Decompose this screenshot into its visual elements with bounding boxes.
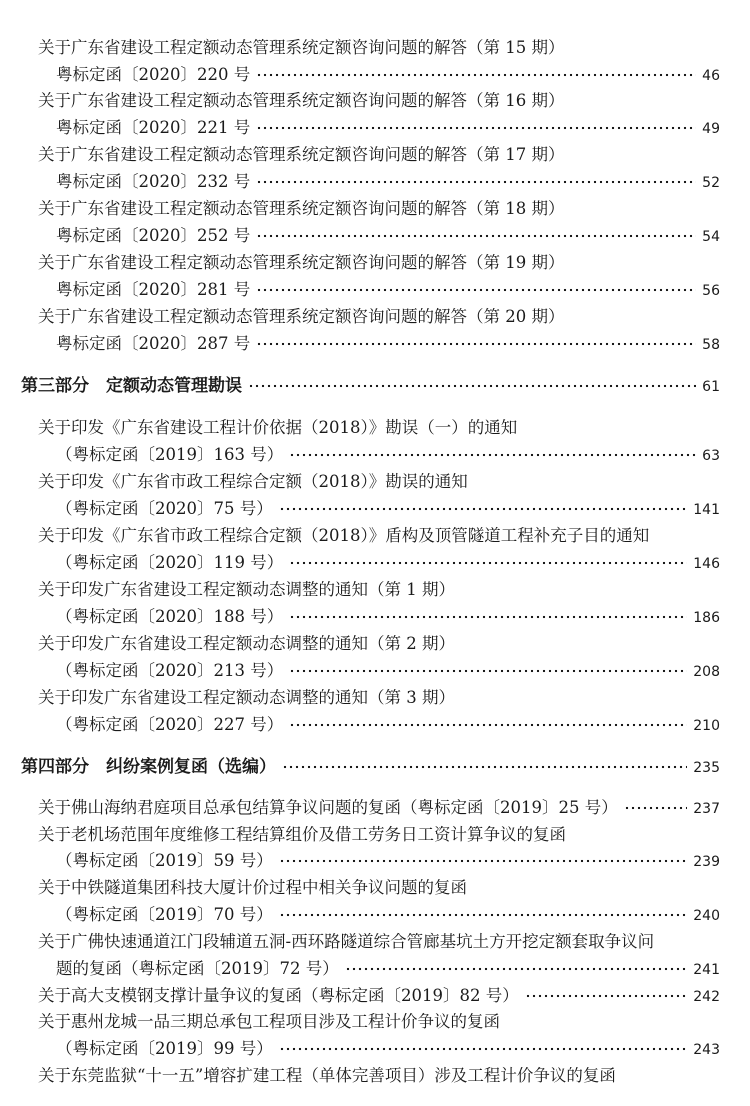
dot-leader [256, 180, 696, 184]
page-number: 241 [693, 962, 720, 978]
toc-entry [38, 875, 720, 901]
toc-entry-title: 关于广东省建设工程定额动态管理系统定额咨询问题的解答（第 18 期） [38, 199, 565, 218]
toc-entry [38, 415, 720, 441]
toc-entry-title: 关于印发广东省建设工程定额动态调整的通知（第 1 期） [38, 580, 455, 599]
toc-entry [38, 983, 720, 1009]
toc-entry [56, 223, 720, 249]
dot-leader [282, 765, 687, 769]
dot-leader [256, 234, 696, 238]
toc-entry-title: 关于广佛快速通道江门段辅道五洞-西环路隧道综合管廊基坑土方开挖定额套取争议问 [38, 932, 655, 951]
page-number: 49 [702, 121, 720, 137]
toc-entry [56, 62, 720, 88]
toc-entry-title: 粤标定函〔2020〕281 号 [56, 280, 251, 299]
toc-entry [38, 304, 720, 330]
dot-leader [289, 615, 687, 619]
toc-entry-title: 粤标定函〔2020〕220 号 [56, 65, 251, 84]
toc-entry-title: 关于广东省建设工程定额动态管理系统定额咨询问题的解答（第 17 期） [38, 145, 565, 164]
dot-leader [289, 669, 687, 673]
page-number: 63 [702, 448, 720, 464]
page-number: 243 [693, 1042, 720, 1058]
dot-leader [289, 723, 687, 727]
dot-leader [256, 73, 696, 77]
toc-entry [38, 88, 720, 114]
toc-entry [38, 142, 720, 168]
toc-entry-title: 关于印发《广东省建设工程计价依据（2018）》勘误（一）的通知 [38, 418, 518, 437]
dot-leader [345, 967, 688, 971]
toc-entry [56, 1036, 720, 1062]
page-number: 61 [702, 379, 720, 395]
toc-entry-title: 关于惠州龙城一品三期总承包工程项目涉及工程计价争议的复函 [38, 1012, 500, 1031]
page-number: 210 [693, 718, 720, 734]
dot-leader [279, 859, 688, 863]
toc-entry [56, 956, 720, 982]
toc-entry [56, 115, 720, 141]
page-number: 146 [693, 556, 720, 572]
toc-entry [38, 250, 720, 276]
toc-entry [38, 795, 720, 821]
toc-entry [38, 1009, 720, 1035]
toc-entry [56, 902, 720, 928]
toc-entry-title: 第四部分 纠纷案例复函（选编） [21, 757, 276, 777]
toc-entry-title: 关于高大支模钢支撑计量争议的复函（粤标定函〔2019〕82 号） [38, 986, 519, 1005]
toc-entry [56, 604, 720, 630]
toc-entry [38, 469, 720, 495]
toc-entry [56, 848, 720, 874]
toc-entry-title: 关于印发广东省建设工程定额动态调整的通知（第 3 期） [38, 688, 455, 707]
toc-entry-title: （粤标定函〔2019〕99 号） [56, 1039, 273, 1058]
toc-entry-title: （粤标定函〔2019〕163 号） [56, 445, 284, 464]
toc-entry [38, 1063, 720, 1089]
page-number: 242 [693, 989, 720, 1005]
toc-entry-title: 粤标定函〔2020〕287 号 [56, 334, 251, 353]
toc-entry [56, 442, 720, 468]
toc-entry-title: （粤标定函〔2020〕75 号） [56, 499, 273, 518]
page-number: 54 [702, 229, 720, 245]
toc-entry-title: 第三部分 定额动态管理勘误 [21, 376, 242, 396]
toc-entry [56, 658, 720, 684]
toc-entry-title: 题的复函（粤标定函〔2019〕72 号） [56, 959, 339, 978]
page-number: 52 [702, 175, 720, 191]
toc-entry [38, 35, 720, 61]
toc-entry [56, 169, 720, 195]
section-heading [21, 373, 720, 399]
toc-entry-title: 关于广东省建设工程定额动态管理系统定额咨询问题的解答（第 15 期） [38, 38, 565, 57]
toc-entry-title: （粤标定函〔2020〕213 号） [56, 661, 284, 680]
section-heading [21, 754, 720, 780]
dot-leader [256, 342, 696, 346]
toc-entry-title: （粤标定函〔2020〕188 号） [56, 607, 284, 626]
dot-leader [289, 561, 687, 565]
toc-entry-title: 粤标定函〔2020〕252 号 [56, 226, 251, 245]
toc-entry [56, 277, 720, 303]
toc-entry-title: 关于老机场范围年度维修工程结算组价及借工劳务日工资计算争议的复函 [38, 825, 566, 844]
toc-entry [38, 577, 720, 603]
page-number: 239 [693, 854, 720, 870]
toc-entry [38, 685, 720, 711]
page-number: 58 [702, 337, 720, 353]
page-number: 46 [702, 68, 720, 84]
toc-entry-title: （粤标定函〔2019〕59 号） [56, 851, 273, 870]
toc-entry-title: 关于印发《广东省市政工程综合定额（2018）》勘误的通知 [38, 472, 468, 491]
toc-entry-title: 粤标定函〔2020〕221 号 [56, 118, 251, 137]
toc-entry-title: 关于中铁隧道集团科技大厦计价过程中相关争议问题的复函 [38, 878, 467, 897]
page-number: 237 [693, 801, 720, 817]
toc-entry-title: （粤标定函〔2019〕70 号） [56, 905, 273, 924]
page-number: 240 [693, 908, 720, 924]
page-number: 186 [693, 610, 720, 626]
page-number: 235 [693, 760, 720, 776]
toc-entry-title: 关于广东省建设工程定额动态管理系统定额咨询问题的解答（第 20 期） [38, 307, 565, 326]
dot-leader [279, 507, 688, 511]
dot-leader [279, 913, 688, 917]
toc-entry-title: 关于广东省建设工程定额动态管理系统定额咨询问题的解答（第 16 期） [38, 91, 565, 110]
toc-entry-title: （粤标定函〔2020〕227 号） [56, 715, 284, 734]
page-number: 56 [702, 283, 720, 299]
dot-leader [279, 1047, 688, 1051]
toc-entry [38, 929, 720, 955]
dot-leader [289, 453, 696, 457]
toc-entry [38, 523, 720, 549]
toc-entry [38, 196, 720, 222]
dot-leader [624, 806, 688, 810]
page-number: 208 [693, 664, 720, 680]
toc-entry [56, 331, 720, 357]
dot-leader [256, 288, 696, 292]
toc-entry-title: 粤标定函〔2020〕232 号 [56, 172, 251, 191]
toc-entry-title: 关于广东省建设工程定额动态管理系统定额咨询问题的解答（第 19 期） [38, 253, 565, 272]
toc-entry-title: 关于印发《广东省市政工程综合定额（2018）》盾构及顶管隧道工程补充子目的通知 [38, 526, 650, 545]
toc-entry [38, 822, 720, 848]
toc-entry [38, 631, 720, 657]
toc-entry [56, 496, 720, 522]
toc-entry [56, 712, 720, 738]
toc-entry-title: （粤标定函〔2020〕119 号） [56, 553, 284, 572]
toc-entry-title: 关于印发广东省建设工程定额动态调整的通知（第 2 期） [38, 634, 455, 653]
toc-entry-title: 关于东莞监狱“十一五”增容扩建工程（单体完善项目）涉及工程计价争议的复函 [38, 1066, 616, 1085]
dot-leader [525, 994, 688, 998]
toc-entry [56, 550, 720, 576]
dot-leader [256, 126, 696, 130]
page-number: 141 [693, 502, 720, 518]
toc-entry-title: 关于佛山海纳君庭项目总承包结算争议问题的复函（粤标定函〔2019〕25 号） [38, 798, 618, 817]
dot-leader [248, 384, 696, 388]
